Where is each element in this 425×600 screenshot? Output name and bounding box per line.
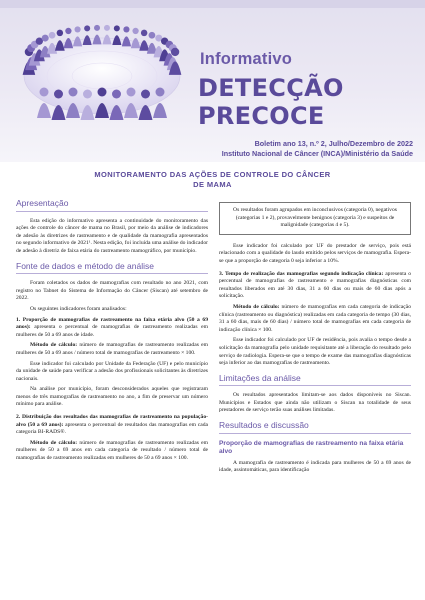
person-figure <box>64 28 73 48</box>
fonte-paragraph-1: Foram coletados os dados de mamografias com resultado no ano 2021, com registro no Tabnet do Sistema de Informação do Câncer (Siscan) até setembro de 2022. <box>16 280 208 302</box>
indicator-3-paragraph <box>219 271 411 301</box>
section-rule <box>16 273 208 274</box>
person-figure <box>122 26 131 46</box>
indicator-2-description: apresenta o percentual de resultados das mamografias em cada categoria BI-RADS®. <box>16 421 208 436</box>
resultados-paragraph: A mamografia de rastreamento é indicada para mulheres de 50 a 69 anos de idade, assintomáticas, para identificação <box>219 459 411 474</box>
person-figure <box>93 25 102 45</box>
masthead-top-strip <box>0 0 425 8</box>
bulletin-info <box>222 139 413 158</box>
person-figure <box>83 25 92 45</box>
apresentacao-paragraph: Esta edição do informativo apresenta a continuidade do monitoramento das ações de controle do câncer de mama no Brasil, por meio da análise de indicadores de adesão às diretrizes de rastreamento e de qualidade da mamografia apresentados no segundo informativo de 2021¹. Nesta edição, foi incluída uma análise do indicador de adesão à diretriz de faixa etária do rastreamento mamográfico, por município. <box>16 217 208 254</box>
indicator-1-paragraph-4: Na análise por município, foram desconsiderados aqueles que registraram menos de três mamografias de rastreamento no ano, a fim de preservar um número mínimo para análise. <box>16 386 208 408</box>
section-heading-apresentacao: Apresentação <box>16 198 69 208</box>
indicator-3-paragraph-2: Esse indicador foi calculado por UF de residência, pois avalia o tempo desde a solicitação da mamografia pelo unidade requisitante até a liberação do resultado pelo serviço de radiologia. Espera-se que o tempo de exame das mamografias diagnósticas seja inferior ao das mamografias de rastreamento. <box>219 337 411 367</box>
indicator-3-title: 3. Tempo de realização das mamografias segundo indicação clínica: <box>219 270 384 277</box>
indicator-1-paragraph <box>16 317 208 340</box>
left-column <box>16 200 208 466</box>
document-title-line1: MONITORAMENTO DAS AÇÕES DE CONTROLE DO CÂNCER <box>94 170 331 179</box>
section-rule <box>16 211 208 212</box>
person-figure <box>55 30 65 51</box>
indicator-1-method <box>16 342 208 357</box>
method-text: número de mamografias em cada categoria de indicação clínica (rastreamento ou diagnóstica) realizadas em cada categoria de tempo (30 dias, 31 a 60 dias, mais de 60 dias) / número total de mamografias em cada categoria de indicação clínica × 100. <box>219 303 411 333</box>
document-title <box>40 170 385 190</box>
person-figure <box>131 28 140 48</box>
newsletter-kicker: Informativo <box>200 50 293 68</box>
indicator-2-paragraph <box>16 414 208 437</box>
method-label: Método de cálculo: <box>233 303 280 310</box>
indicator-2-title: 2. Distribuição dos resultados das mamografias de rastreamento na população-alvo (50 a 69 anos): <box>16 414 208 428</box>
bulletin-institution: Instituto Nacional de Câncer (INCA)/Ministério da Saúde <box>221 148 413 158</box>
indicator-1-title: 1. Proporção de mamografias de rastreamento na faixa etária alvo (50 a 69 anos): <box>16 316 208 331</box>
bulletin-issue: Boletim ano 13, n.º 2, Julho/Dezembro de 2022 <box>254 139 413 148</box>
person-figure <box>102 25 111 45</box>
limitacoes-paragraph: Os resultados apresentados limitam-se aos dados disponíveis no Siscan. Municípios e Estados que ainda não utilizam o Siscan na totalidade de seus prestadores de serviço terão suas análises limitadas. <box>219 392 411 414</box>
indicator-2-method <box>16 440 208 463</box>
section-heading-limitacoes: Limitações da análise <box>219 372 301 383</box>
uf-paragraph: Esse indicador foi calculado por UF do prestador de serviço, pois está relacionado com a qualidade do laudo emitido pelos serviços de mamografia. Espera-se que a proporção de categoria 0 seja inferior a 10%. <box>219 242 411 264</box>
section-rule <box>219 433 411 434</box>
method-label: Método de cálculo: <box>30 439 78 446</box>
indicator-1-paragraph-3: Esse indicador foi calculado por Unidade da Federação (UF) e pelo município da unidade de saúde para verificar a adesão dos profissionais solicitantes às diretrizes nacionais. <box>16 360 208 382</box>
indicator-3-description: apresenta o percentual de mamografias de rastreamento e mamografias diagnósticas com resultados liberados em até 30 dias, 31 a 60 dias ou mais de 60 dias após a solicitação. <box>219 270 411 300</box>
person-figure <box>112 25 121 45</box>
person-figure <box>40 35 51 58</box>
fonte-paragraph-2: Os seguintes indicadores foram analisados: <box>30 305 127 312</box>
masthead <box>0 0 425 162</box>
people-around-globe-illustration <box>14 10 189 125</box>
right-column <box>219 202 411 478</box>
person-figure <box>147 32 157 54</box>
section-heading-fonte: Fonte de dados e método de análise <box>16 260 154 271</box>
section-heading-resultados: Resultados e discussão <box>219 420 309 431</box>
section-rule <box>219 385 411 386</box>
categories-box: Os resultados foram agrupados em inconclusivos (categoria 0), negativos (categorias 1 e 2), provavelmente benignos (categoria 3) e suspeitos de malignidade (categorias 4 e 5). <box>219 202 411 235</box>
method-text: número de mamografias de rastreamento realizadas em mulheres de 50 a 69 anos em cada categoria de resultado / número total de mamografias de rastreamento realizadas em mulheres de 50 a 69 anos × 100. <box>16 439 208 462</box>
subsection-heading-proporcao: Proporção de mamografias de rastreamento na faixa etária alvo <box>219 439 404 455</box>
person-figure <box>139 30 149 51</box>
newsletter-title: DETECÇÃO PRECOCE <box>198 74 344 130</box>
document-title-line2: DE MAMA <box>193 180 232 189</box>
method-label: Método de cálculo: <box>30 342 78 349</box>
person-figure <box>73 26 82 46</box>
method-text: número de mamografias de rastreamento realizadas em mulheres de 50 a 69 anos / número total de mamografias de rastreamento × 100. <box>16 342 208 356</box>
indicator-3-method <box>219 304 411 334</box>
indicator-1-description: apresenta o percentual de mamografias de rastreamento realizadas em mulheres de 50 a 69 anos de idade. <box>16 324 208 338</box>
